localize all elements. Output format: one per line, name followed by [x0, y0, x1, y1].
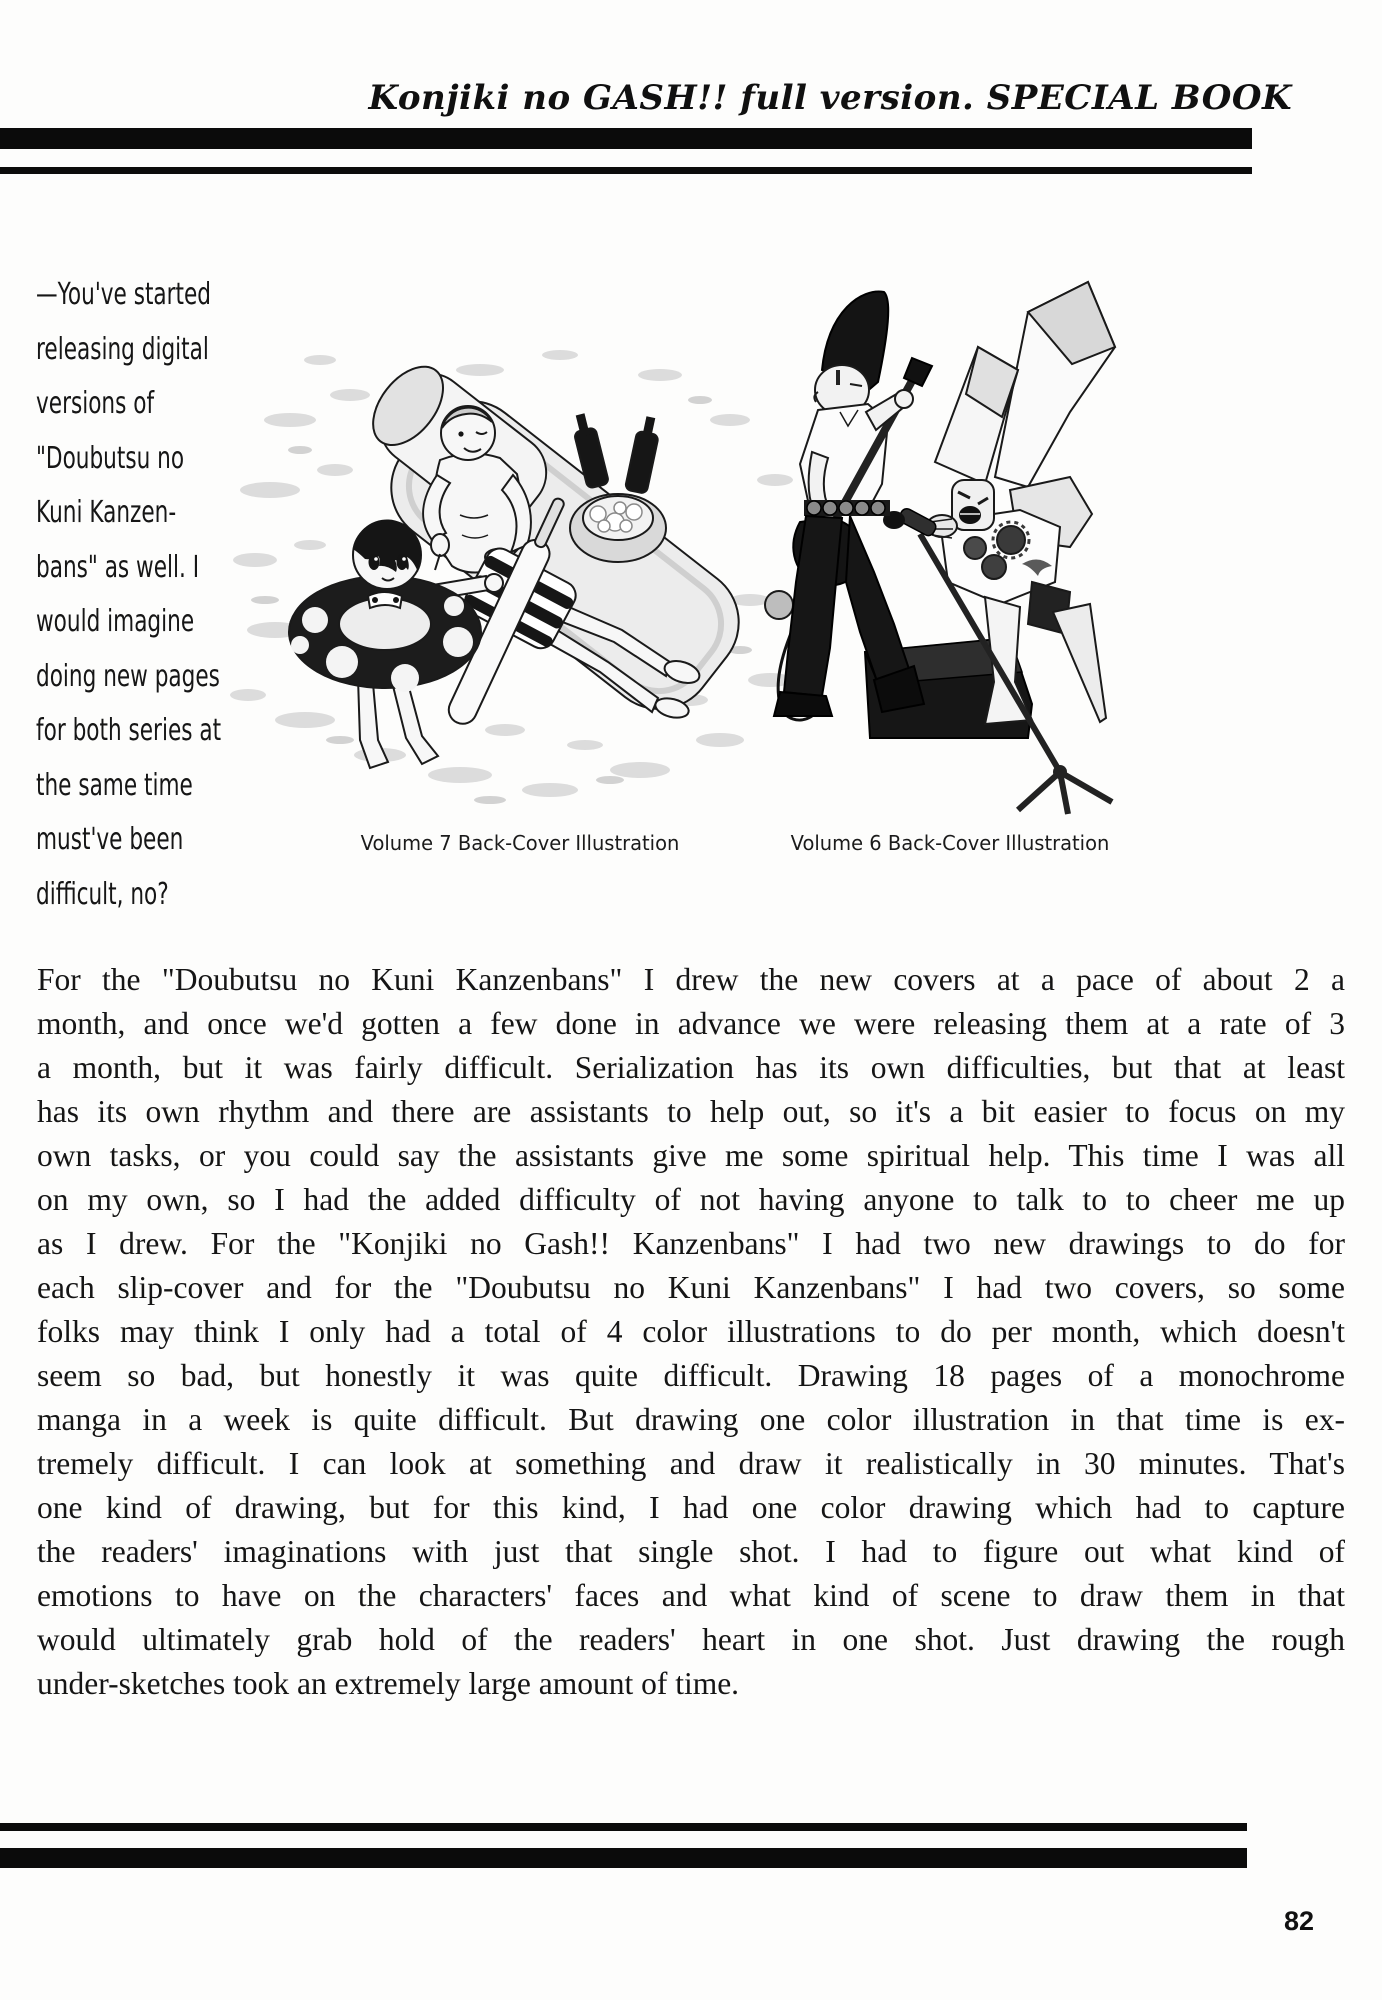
question-line: Kuni Kanzen-	[36, 495, 177, 530]
answer-line: seem so bad, but honestly it was quite difficult. Drawing 18 pages of a monochrome	[37, 1358, 1345, 1393]
answer-line: under-sketches took an extremely large amount of time.	[37, 1666, 740, 1701]
question-line: for both series at	[36, 713, 222, 748]
question-line: bans" as well. I	[36, 549, 200, 585]
answer-line: the readers' imaginations with just that single shot. I had to figure out what kind of	[37, 1534, 1345, 1569]
answer-line: each slip-cover and for the "Doubutsu no Kuni Kanzenbans" I had two covers, so some	[37, 1270, 1345, 1305]
question-line: would imagine	[36, 604, 195, 639]
interview-answer	[37, 958, 1345, 1706]
answer-line: a month, but it was fairly difficult. Serialization has its own difficulties, but that at least	[37, 1050, 1345, 1085]
answer-line: For the "Doubutsu no Kuni Kanzenbans" I drew the new covers at a pace of about 2 a	[37, 962, 1345, 997]
question-line: "Doubutsu no	[36, 440, 185, 476]
page-header-title: Konjiki no GASH!! full version. SPECIAL BOOK	[368, 78, 1292, 118]
answer-line: as I drew. For the "Konjiki no Gash!! Kanzenbans" I had two new drawings to do for	[37, 1226, 1345, 1261]
question-line: versions of	[36, 386, 155, 421]
question-line: difficult, no?	[36, 876, 169, 912]
answer-line: emotions to have on the characters' faces and what kind of scene to draw them in that	[37, 1578, 1345, 1613]
answer-line: tremely difficult. I can look at something and draw it realistically in 30 minutes. That's	[37, 1446, 1345, 1481]
caption-volume-6: Volume 6 Back-Cover Illustration	[790, 831, 1110, 855]
answer-line: has its own rhythm and there are assistants to help out, so it's a bit easier to focus on my	[37, 1094, 1345, 1129]
question-line: must've been	[36, 822, 184, 857]
question-line: releasing digital	[36, 331, 209, 367]
top-rule-thin	[0, 167, 1252, 174]
volume-6-illustration	[770, 252, 1140, 830]
interview-question	[36, 268, 252, 922]
bottom-rule-thick	[0, 1848, 1247, 1868]
answer-line: folks may think I only had a total of 4 color illustrations to do per month, which doesn't	[37, 1314, 1345, 1349]
answer-line: own tasks, or you could say the assistants give me some spiritual help. This time I was all	[37, 1138, 1345, 1173]
question-line: the same time	[36, 767, 193, 803]
question-line: doing new pages	[36, 658, 220, 694]
bottom-rule-thin	[0, 1823, 1247, 1831]
page-number: 82	[1284, 1906, 1315, 1936]
answer-line: manga in a week is quite difficult. But drawing one color illustration in that time is ex-	[37, 1402, 1345, 1437]
answer-line: one kind of drawing, but for this kind, I had one color drawing which had to capture	[37, 1490, 1345, 1525]
top-rule-thick	[0, 128, 1252, 149]
answer-line: would ultimately grab hold of the readers' heart in one shot. Just drawing the rough	[37, 1622, 1345, 1657]
question-line: —You've started	[36, 277, 212, 312]
answer-line: on my own, so I had the added difficulty of not having anyone to talk to to cheer me up	[37, 1182, 1345, 1217]
caption-volume-7: Volume 7 Back-Cover Illustration	[360, 831, 680, 855]
answer-line: month, and once we'd gotten a few done in advance we were releasing them at a rate of 3	[37, 1006, 1345, 1041]
volume-7-illustration	[230, 300, 810, 825]
